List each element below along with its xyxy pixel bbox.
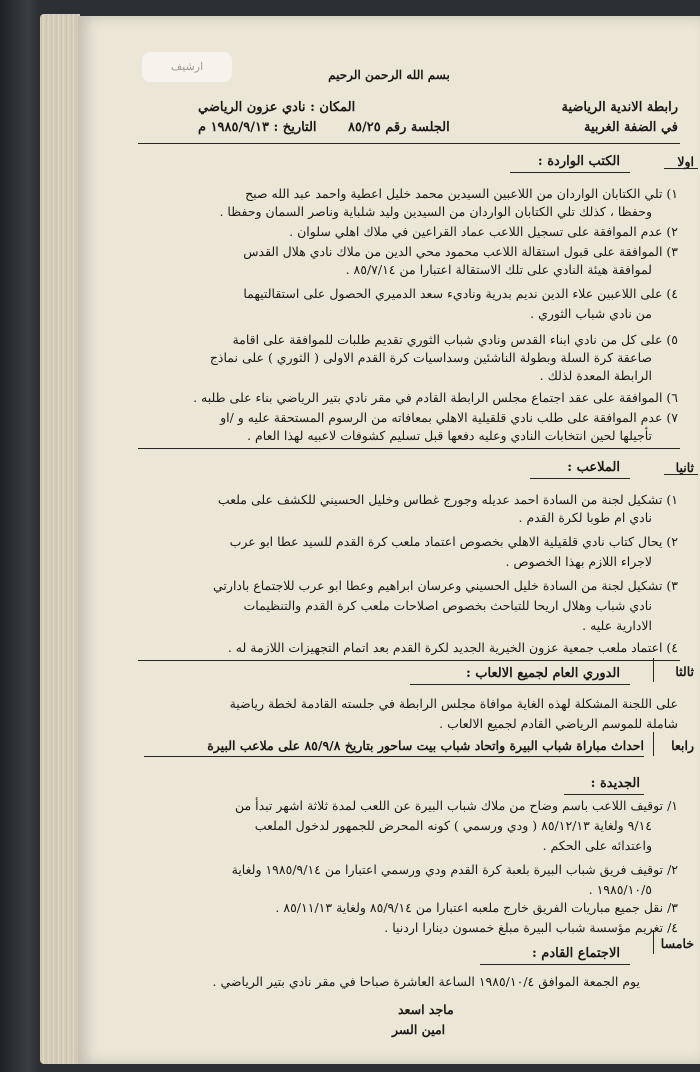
section-5-title-underline [564,794,644,795]
section-4-label-bracket [653,732,654,756]
signature-name: ماجد اسعد [398,1002,454,1017]
s2-line-6: نادي شباب وهلال اريحا للتباحث بخصوص اصلاحات ملعب كرة القدم والتنظيمات [243,598,652,613]
s2-line-8: ٤) اعتماد ملعب جمعية عزون الخيرية الجديد لكرة القدم بعد اتمام التجهيزات اللازمة له . [227,640,678,655]
org-name-line2: في الضفة الغربية [583,120,678,135]
section-6-label: خامسا [660,936,694,951]
session-number: الجلسة رقم ٨٥/٢٥ [348,120,450,135]
section-3-title: الدوري العام لجميع الالعاب : [465,666,620,681]
s2-line-4: لاجراء اللازم بهذا الخصوص . [505,554,652,569]
s1-line-4: ٣) الموافقة على قبول استقالة اللاعب محمود محي الدين من ملاك نادي هلال القدس [243,244,678,259]
s2-line-7: الادارية عليه . [582,618,652,633]
archive-sticker: ارشيف [142,52,232,82]
s1-line-11: ٦) الموافقة على عقد اجتماع مجلس الرابطة القادم في مقر نادي بتير الرياضي بناء على طلبه . [193,390,678,405]
s1-line-10: الرابطة المعدة لذلك . [539,368,652,383]
s2-line-2: نادي ام طوبا لكرة القدم . [518,510,652,525]
signature-role: امين السر [392,1022,446,1037]
section-2-title-underline [530,478,630,479]
section-2-title: الملاعب : [567,460,620,475]
s1-line-5: لموافقة هيئة النادي على تلك الاستقالة اعتبارا من ٨٥/٧/١٤ . [345,262,652,277]
header-divider [138,143,680,144]
section-3-title-underline [410,684,630,685]
s5-line-4: ٢/ توقيف فريق شباب البيرة بلعبة كرة القدم ودي ورسمي اعتبارا من ١٩٨٥/٩/١٤ ولغاية [231,862,678,877]
section-5-title: الجديدة : [590,776,640,791]
s1-line-9: صاعقة كرة السلة وبطولة الناشئين وسداسيات كرة القدم الاولى ( الثوري ) على نماذج [209,350,652,365]
s5-line-5: ١٩٨٥/١٠/٥ . [588,882,652,897]
s1-line-6: ٤) على اللاعبين علاء الدين نديم بدرية وناديء سعد الدميري الحصول على استقالتيهما [243,286,678,301]
section-6-label-bracket [653,930,654,954]
section-2-label-underline [664,474,698,475]
s2-line-5: ٣) تشكيل لجنة من السادة خليل الحسيني وعرسان ابراهيم وعطا ابو عرب للاجتماع بادارتي [213,578,678,593]
section-2-label: ثانيا [675,460,694,475]
book-binding [0,0,40,1072]
section-6-title: الاجتماع القادم : [531,946,620,961]
s1-line-3: ٢) عدم الموافقة على تسجيل اللاعب عماد القراعين في ملاك اهلي سلوان . [289,224,678,239]
section-1-title-underline [510,172,630,173]
basmala: بسم الله الرحمن الرحيم [328,68,450,82]
org-name-line1: رابطة الاندية الرياضية [561,100,678,115]
section-6-title-underline [480,964,630,965]
meeting-date: التاريخ : ١٩٨٥/٩/١٣ م [198,120,317,135]
section-3-label-bracket [653,658,654,682]
section-4-label: رابعا [671,738,694,753]
s1-line-8: ٥) على كل من نادي ابناء القدس ونادي شباب الثوري تقديم طلبات للموافقة على اقامة [232,332,678,347]
section-1-title: الكتب الواردة : [537,154,620,169]
section-4-underline [144,756,644,757]
page-edges [40,14,80,1064]
s1-line-13: تأجيلها لحين انتخابات النادي وعليه دفعها قبل تسليم كشوفات لاعبيه لهذا العام . [247,428,652,443]
document-page [78,16,700,1064]
s2-line-3: ٢) يحال كتاب نادي قلقيلية الاهلي بخصوص اعتماد ملعب كرة القدم للسيد عطا ابو عرب [229,534,678,549]
s5-line-7: ٤/ تغريم مؤسسة شباب البيرة مبلغ خمسون دينارا اردنيا . [384,920,678,935]
s3-line-2: شاملة للموسم الرياضي القادم لجميع الالعاب . [439,716,678,731]
s2-line-1: ١) تشكيل لجنة من السادة احمد عديله وجورج غطاس وخليل الحسيني للكشف على ملعب [217,492,678,507]
s1-line-1: ١) تلي الكتابان الواردان من اللاعبين السيدين محمد خليل اعطية واحمد عبد الله صبح [245,186,678,201]
section-1-label: اولا [677,154,694,169]
s6-line: يوم الجمعة الموافق ١٩٨٥/١٠/٤ الساعة العاشرة صباحا في مقر نادي بتير الرياضي . [212,974,640,989]
s3-line-1: على اللجنة المشكلة لهذه الغاية موافاة مجلس الرابطة في جلسته القادمة لخطة رياضية [229,696,678,711]
section-2-divider [138,660,680,661]
s1-line-12: ٧) عدم الموافقة على طلب نادي قلقيلية الاهلي بمعافاته من الرسوم المستحقة عليه و /او [220,410,678,425]
section-1-divider [138,448,680,449]
section-3-label: ثالثا [675,664,694,679]
s5-line-3: واعتدائه على الحكم . [542,838,652,853]
s5-line-6: ٣/ نقل جميع مباريات الفريق خارج ملعبه اعتبارا من ٨٥/٩/١٤ ولغاية ٨٥/١١/١٣ . [275,900,678,915]
s5-line-1: ١/ توقيف اللاعب باسم وضاح من ملاك شباب البيرة عن اللعب لمدة ثلاثة اشهر تبدأ من [234,798,678,813]
s1-line-7: من نادي شباب الثوري . [530,306,652,321]
s5-line-2: ٩/١٤ ولغاية ٨٥/١٢/١٣ ( ودي ورسمي ) كونه المحرض للجمهور لدخول الملعب [254,818,652,833]
meeting-place: المكان : نادي عزون الرياضي [198,100,356,115]
section-1-label-underline [664,168,698,169]
s1-line-2: وحفظا ، كذلك تلي الكتابان الواردان من السيدين وليد شلباية وناصر السمان وحفظا . [219,204,652,219]
s4-line: احداث مباراة شباب البيرة واتحاد شباب بيت ساحور بتاريخ ٨٥/٩/٨ على ملاعب البيرة [207,738,644,753]
